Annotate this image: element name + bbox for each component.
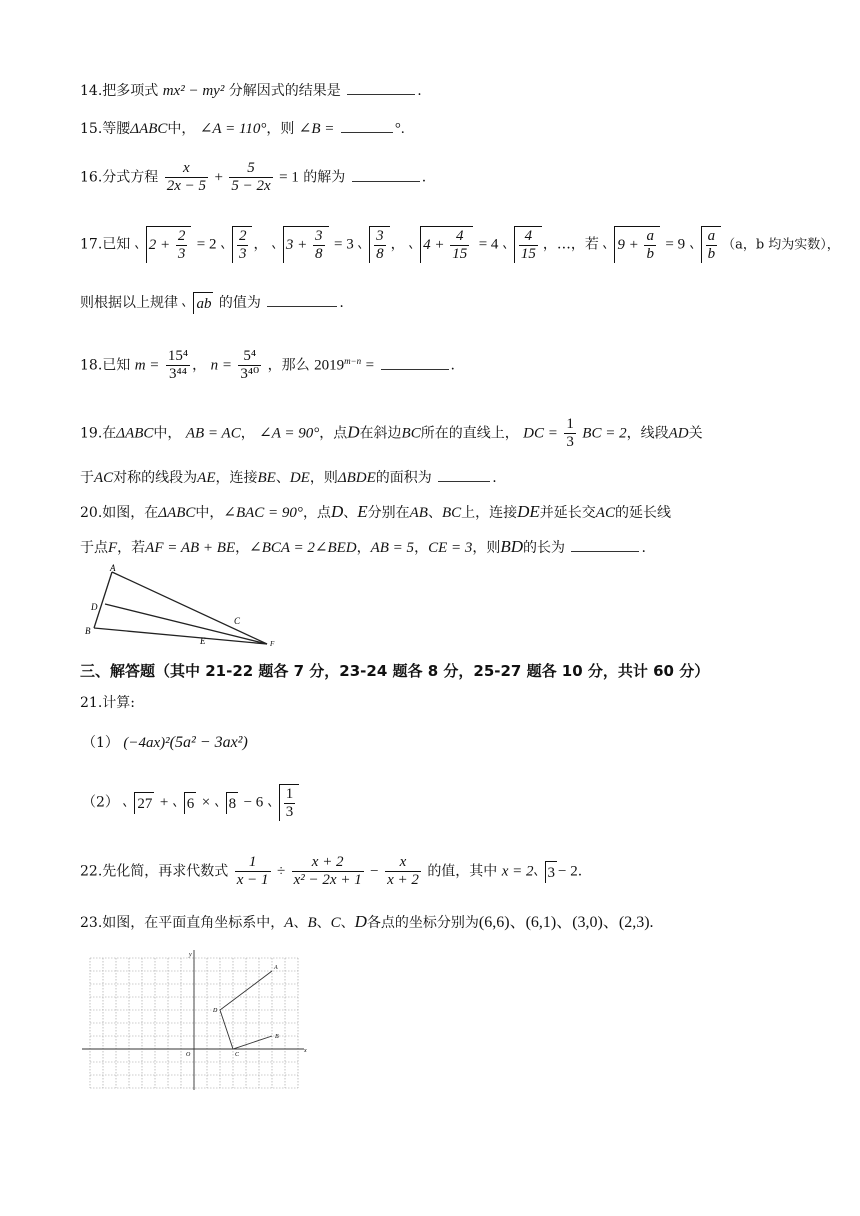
part-label: （2） [82, 794, 119, 811]
radicand: 3 [545, 861, 558, 883]
q19-text: ，连接 [215, 470, 258, 486]
question-20-line2 [80, 537, 646, 558]
numerator: x [385, 854, 421, 872]
denominator: 3 [285, 804, 294, 820]
minus-term: − 6 [243, 794, 264, 811]
q16-suffix: 的解为 [303, 169, 346, 186]
sqrt [359, 226, 390, 263]
denominator: x − 1 [236, 872, 269, 888]
numerator: 4 [450, 228, 469, 246]
sqrt [174, 792, 197, 814]
q20-text: 上，连接 [461, 505, 518, 521]
equals: = 1 [279, 169, 299, 186]
point-label-a: A [274, 965, 278, 971]
question-19 [80, 416, 703, 451]
label-c: C [234, 616, 241, 626]
q20-eq: AB = 5 [370, 540, 415, 556]
radicand: 9 + [617, 236, 639, 253]
q23-point: D [354, 912, 367, 931]
segment-af [112, 572, 267, 644]
equals: = 9 [665, 236, 686, 253]
point-label-d: D [213, 1008, 218, 1014]
q23-point: A [284, 915, 294, 931]
label-f: F [270, 640, 275, 646]
q22-end: . [577, 863, 583, 880]
q18-end: . [450, 357, 455, 374]
denominator: 8 [315, 246, 323, 262]
numerator: 5 [229, 160, 272, 178]
fraction [165, 160, 208, 195]
separator: 、 [427, 505, 442, 521]
denominator: 8 [376, 246, 384, 262]
q20-seg: DE [517, 502, 540, 521]
q20-text: 分别在 [367, 505, 410, 521]
q19-seg: DE [289, 470, 310, 486]
q17-note: （a，b 均为实数）， [722, 237, 840, 253]
fraction [235, 854, 271, 889]
denominator: 3 [177, 246, 186, 262]
sqrt [604, 226, 660, 263]
q18-exponent: m−n [344, 355, 362, 366]
sqrt [410, 226, 473, 263]
q14-text: 14.把多项式 [80, 83, 159, 99]
q15-angle-a: ∠A = 110° [199, 121, 267, 137]
numerator: 1 [285, 786, 294, 802]
question-22 [80, 854, 582, 889]
numerator: 2 [238, 228, 247, 244]
q14-expression: mx² − my² [162, 83, 225, 99]
answer-blank[interactable] [267, 292, 337, 307]
separator: ， [253, 236, 268, 253]
q20-text: 的延长线 [614, 505, 671, 521]
q19-text: 所在的直线上， [420, 425, 519, 442]
numerator: a [646, 228, 654, 244]
part-label: （1） [82, 735, 119, 751]
q17-text2: 则根据以上规律 [80, 295, 178, 311]
question-21-part1 [82, 733, 248, 753]
question-17-line2 [80, 292, 344, 314]
q19-dc: DC = [523, 425, 558, 442]
q19-text: ，点 [319, 425, 348, 442]
q20-text: ，点 [302, 505, 331, 521]
y-axis-label: y [189, 952, 192, 958]
sqrt [124, 792, 154, 814]
q15-triangle: ΔABC [130, 121, 168, 137]
label-a: A [110, 563, 116, 573]
q20-triangle: ΔABC [158, 505, 196, 521]
q23-text: 23.如图，在平面直角坐标系中， [80, 915, 285, 931]
numerator: 2 [177, 228, 186, 244]
numerator: 5⁴ [238, 348, 261, 366]
answer-blank[interactable] [347, 80, 415, 95]
q20-point: E [357, 502, 368, 521]
separator: ， [192, 357, 207, 374]
q20-text: 的长为 [523, 540, 566, 556]
answer-blank[interactable] [352, 167, 420, 182]
question-15 [80, 118, 405, 139]
equals: = 4 [478, 236, 499, 253]
q19-seg: BC [401, 425, 421, 442]
equals: = [365, 357, 375, 374]
equals: = 2 [196, 236, 217, 253]
denominator: 2x − 5 [166, 178, 206, 194]
sqrt [535, 861, 558, 883]
radicand: 6 [184, 792, 197, 814]
q15-sep: ，则 [266, 121, 295, 137]
answer-blank[interactable] [381, 355, 449, 370]
numerator: 15⁴ [167, 348, 189, 364]
point-label-c: C [235, 1052, 240, 1058]
numerator: 4 [519, 228, 538, 246]
q19-end: . [492, 470, 497, 486]
sqrt [216, 792, 239, 814]
segment-ab [94, 572, 112, 628]
q22-x: x = 2 [501, 863, 534, 880]
label-e: E [200, 636, 206, 646]
q16-text: 16.分式方程 [80, 169, 159, 186]
radicand: ab [193, 292, 213, 314]
q19-eq: AB = AC [185, 425, 241, 442]
numerator: 3 [376, 228, 384, 244]
denominator: 3⁴⁰ [240, 366, 260, 382]
q14-suffix: 分解因式的结果是 [228, 83, 341, 99]
radicand: 4 + [423, 236, 445, 253]
separator: ， [356, 540, 371, 556]
denominator: 3 [566, 434, 574, 450]
fraction [385, 854, 421, 889]
separator: ， [390, 236, 405, 253]
q22-tail: − 2 [558, 863, 578, 880]
q17-text: 17.已知 [80, 236, 131, 253]
q16-end: . [421, 169, 427, 186]
q17-suffix: 的值为 [218, 295, 261, 311]
q17-end: . [339, 295, 344, 311]
sqrt [269, 784, 300, 821]
denominator: b [707, 246, 716, 262]
separator: ， [240, 425, 255, 442]
question-20 [80, 502, 671, 523]
sqrt [183, 292, 213, 314]
label-b: B [85, 626, 91, 636]
sqrt [136, 226, 192, 263]
q19-point: D [347, 422, 360, 442]
numerator: x + 2 [292, 854, 364, 872]
q19-text: 的面积为 [375, 470, 432, 486]
sqrt [273, 226, 329, 263]
question-18 [80, 348, 455, 383]
question-21: 21.计算: [80, 695, 135, 711]
q20-seg: AB [409, 505, 428, 521]
answer-blank[interactable] [438, 467, 490, 482]
segment-bf [94, 628, 267, 644]
q22-text: 的值，其中 [427, 863, 498, 880]
label-d: D [91, 602, 98, 612]
numerator: a [707, 228, 716, 244]
fraction [166, 348, 190, 383]
q20-seg: BD [500, 537, 524, 556]
plus-sign: + [214, 169, 223, 186]
origin-label: O [186, 1052, 191, 1058]
separator: 、 [340, 915, 355, 931]
q19-bc: BC = 2 [582, 425, 627, 442]
q20-text: 并延长交 [539, 505, 596, 521]
q20-end: . [641, 540, 646, 556]
q20-point: F [108, 540, 118, 556]
q20-eq: CE = 3 [428, 540, 473, 556]
q15-text: 15.等腰 [80, 121, 131, 137]
segment-df [105, 604, 267, 644]
times-sign: × [201, 794, 211, 811]
minus-sign: − [370, 863, 379, 880]
q23-coordinates: (6,6)、(6,1)、(3,0)、(2,3). [478, 914, 654, 931]
fraction [292, 854, 364, 889]
q18-m: m = [134, 357, 160, 374]
q19-triangle: ΔBDE [337, 470, 376, 486]
q20-text: 20.如图，在 [80, 505, 159, 521]
x-axis-label: x [304, 1048, 307, 1054]
answer-blank[interactable] [571, 537, 639, 552]
sqrt [691, 226, 722, 263]
separator: 、 [343, 505, 358, 521]
question-21-part2 [82, 784, 300, 821]
denominator: b [646, 246, 654, 262]
separator: ， [414, 540, 429, 556]
question-17 [80, 226, 840, 263]
q19-seg: BE [257, 470, 276, 486]
question-16 [80, 160, 426, 195]
triangle-figure [80, 562, 280, 646]
radicand: 2 + [148, 236, 171, 253]
q19-text: 19.在 [80, 425, 117, 442]
point-label-b: B [275, 1034, 279, 1040]
q18-mid: ，那么 [267, 357, 310, 374]
q20-seg: BC [441, 505, 462, 521]
q20-text: ，若 [117, 540, 146, 556]
denominator: x² − 2x + 1 [293, 872, 362, 888]
numerator: x [165, 160, 208, 178]
q23-point: B [307, 915, 317, 931]
fraction [238, 348, 261, 383]
q19-triangle: ΔABC [116, 425, 154, 442]
q23-text: 各点的坐标分别为 [366, 915, 479, 931]
q20-angle: ∠BAC = 90° [223, 505, 303, 521]
separator: 、 [293, 915, 308, 931]
radicand: 27 [134, 792, 154, 814]
plus-sign: + [159, 794, 169, 811]
sqrt [504, 226, 542, 263]
denominator: 5 − 2x [231, 178, 271, 194]
q15-mid: 中， [167, 121, 196, 137]
expression: (5a² − 3ax²) [169, 734, 248, 751]
q19-text: 对称的线段为 [113, 470, 198, 486]
separator: 、 [275, 470, 290, 486]
equals: = 3 [334, 236, 354, 253]
q20-text: 于点 [80, 540, 108, 556]
q18-text: 18.已知 [80, 357, 131, 374]
section-heading: 三、解答题（其中 21-22 题各 7 分，23-24 题各 8 分，25-27 题各 10 分，共计 60 分） [80, 662, 710, 680]
q20-eq: ∠BCA = 2∠BED [249, 540, 357, 556]
fraction [564, 416, 576, 451]
q15-end: °. [394, 121, 405, 137]
radicand: 8 [226, 792, 239, 814]
divide-sign: ÷ [276, 863, 286, 880]
question-19-line2 [80, 467, 497, 488]
sqrt [222, 226, 253, 263]
q17-dots: ，…，若 [542, 236, 599, 253]
q18-base: 2019 [314, 357, 345, 374]
q20-seg: AC [595, 505, 615, 521]
q20-point: D [330, 502, 344, 521]
radicand: 3 + [285, 236, 308, 253]
separator: ， [235, 540, 250, 556]
numerator: 1 [235, 854, 271, 872]
q19-text: 在斜边 [359, 425, 402, 442]
q20-eq: AF = AB + BE [145, 540, 236, 556]
q20-text: ，则 [472, 540, 501, 556]
q19-seg: AC [94, 470, 114, 486]
q19-seg: AE [197, 470, 216, 486]
fraction [229, 160, 272, 195]
q19-text: 关 [688, 425, 703, 442]
denominator: 3⁴⁴ [169, 366, 187, 382]
numerator: 3 [315, 228, 323, 244]
denominator: 15 [452, 246, 468, 262]
expression: (−4ax)² [123, 735, 170, 751]
question-14 [80, 80, 422, 101]
separator: 、 [316, 915, 331, 931]
question-23 [80, 912, 654, 933]
q19-text: 于 [80, 470, 94, 486]
q19-text: ，线段 [626, 425, 669, 442]
denominator: 15 [520, 246, 536, 262]
q14-end: . [417, 83, 422, 99]
numerator: 1 [566, 416, 574, 432]
q19-angle: ∠A = 90° [259, 425, 320, 442]
q15-angle-b: ∠B = [298, 121, 335, 137]
coordinate-grid-figure [82, 950, 308, 1090]
q19-text: 中， [153, 425, 182, 442]
q23-point: C [330, 915, 341, 931]
q18-n: n = [210, 357, 232, 374]
denominator: x + 2 [387, 872, 419, 888]
q19-seg: AD [668, 425, 689, 442]
q19-text: ，则 [309, 470, 338, 486]
denominator: 3 [238, 246, 247, 262]
q22-text: 22.先化简，再求代数式 [80, 863, 229, 880]
answer-blank[interactable] [341, 118, 393, 133]
q20-text: 中， [195, 505, 224, 521]
